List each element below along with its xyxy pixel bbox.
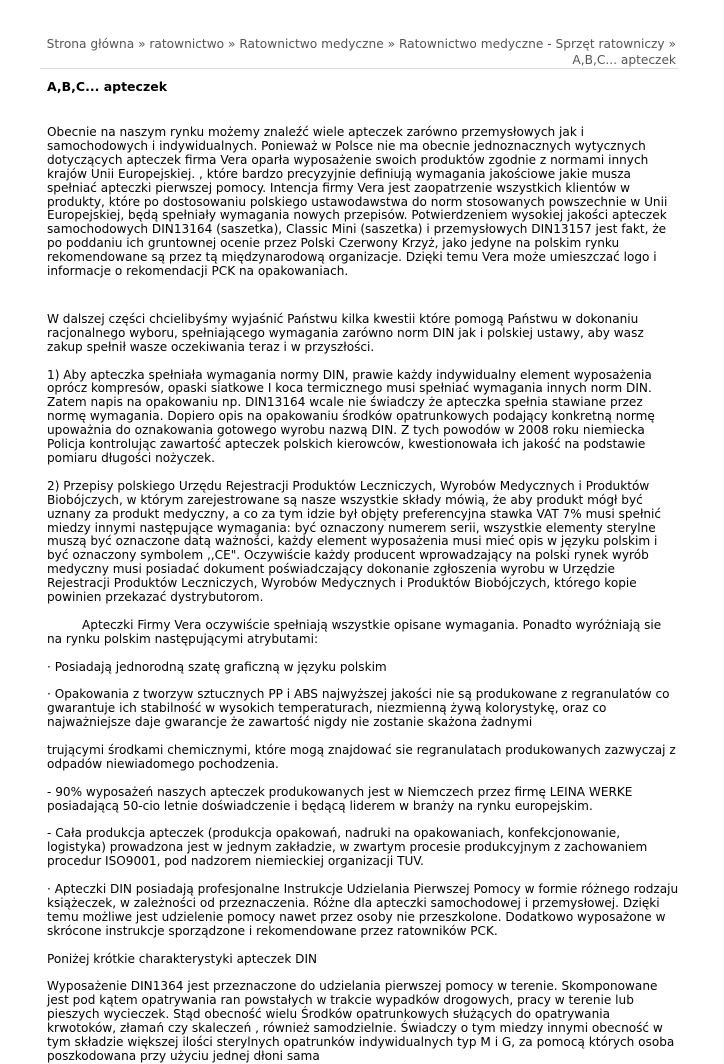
article-body	[47, 126, 679, 1064]
breadcrumb-link-ratownictwo-medyczne[interactable]: Ratownictwo medyczne	[239, 37, 384, 51]
bullet-production: - Cała produkcja apteczek (produkcja opakowań, nadruki na opakowaniach, konfekcjonowanie, logistyka) prowadzona jest w jednym zakładzie, w zwartym procesie produkcyjnym z zachowaniem procedur ISO9001, pod nadzorem niemieckiej organizacji TUV.	[47, 826, 648, 869]
breadcrumb-link-sprzet-ratowniczy[interactable]: Ratownictwo medyczne - Sprzęt ratowniczy	[398, 37, 665, 51]
header-divider	[40, 68, 678, 69]
bullet-leina-werke: - 90% wyposażeń naszych apteczek produkowanych jest w Niemczech przez firmę LEINA WERKE posiadającą 50-cio letnie doświadczenie i będącą liderem w branży na rynku europejskim.	[47, 784, 633, 813]
breadcrumb-separator: »	[138, 37, 146, 51]
bullet-instructions: · Apteczki DIN posiadają profesjonalne Instrukcje Udzielania Pierwszej Pomocy w formie różnego rodzaju książeczek, w zależności od przeznaczenia. Różne dla apteczki samochodowej i przemysłowej. Dzięki temu możliwe jest udzielenie pomocy nawet przez osoby nie przeszkolone. Dodatkowo wyposażone w skrócone instrukcje sporządzone i rekomendowane przez ratowników PCK.	[47, 881, 679, 938]
article-title: A,B,C... apteczek	[47, 79, 168, 94]
paragraph-point-2: 2) Przepisy polskiego Urzędu Rejestracji Produktów Leczniczych, Wyrobów Medycznych i Produktów Biobójczych, w którym zarejestrowane są nasze wszystkie składy mówią, że aby produkt mógł być uznany za produkt medyczny, a co za tym idzie był objęty preferencyjna stawka VAT 7% musi spełnić miedzy innymi następujące wymagania: być oznaczony numerem serii, wszystkie elementy sterylne muszą być oznaczone datą ważności, każdy element wyposażenia musi mieć opis w języku polskim i być oznaczony symbolem ,,CE". Oczywiście każdy producent wprowadzający na polski rynek wyrób medyczny musi posiadać dokument poświadczający dokonanie zgłoszenia wyrobu w Urzędzie Rejestracji Produktów Leczniczych, Wyrobów Medycznych i Produktów Biobójczych, którego kopie powinien przekazać dystrybutorom.	[47, 478, 662, 605]
paragraph-din-heading: Poniżej krótkie charakterystyki apteczek DIN	[47, 951, 318, 966]
paragraph-din1364: Wyposażenie DIN1364 jest przeznaczone do udzielania pierwszej pomocy w terenie. Skomponowane jest pod kątem opatrywania ran powstałych w trakcie wypadków drogowych, pracy w terenie lub pieszych wycieczek. Stąd obecność wielu Środków opatrunkowych służących do opatrywania krwotoków, złamań czy skaleczeń , również samodzielnie. Świadczy o tym miedzy innymi obecność w tym składzie większej ilości sterylnych opatrunków indywidualnych typ M i G, za pomocą których osoba poszkodowana przy użyciu jednej dłoni sama	[47, 979, 675, 1063]
breadcrumb-link-home[interactable]: Strona główna	[46, 37, 135, 51]
bullet-packaging: · Opakowania z tworzyw sztucznych PP i ABS najwyższej jakości nie są produkowane z regranulatów co gwarantuje ich stabilność w wysokich temperaturach, niezmienną żywą kolorystykę, oraz co najważniejsze daje gwarancje że zawartość nigdy nie zostanie skażona żadnymi	[47, 687, 670, 730]
breadcrumb-separator: »	[387, 37, 396, 51]
breadcrumb-separator: »	[668, 37, 676, 51]
bullet-packaging-continued: trującymi środkami chemicznymi, które mogą znajdować sie regranulatach produkowanych zazwyczaj z odpadów niewiadomego pochodzenia.	[47, 742, 676, 771]
bullet-graphics: · Posiadają jednorodną szatę graficzną w języku polskim	[47, 659, 387, 674]
breadcrumb-current: A,B,C... apteczek	[572, 53, 676, 67]
paragraph-point-1: 1) Aby apteczka spełniała wymagania normy DIN, prawie każdy indywidualny element wyposażenia oprócz kompresów, opaski siatkowe I koca termicznego musi spełniać wymagania innych norm DIN. Zatem napis na opakowaniu np. DIN13164 wcale nie świadczy że apteczka spełnia stawiane przez normę wymagania. Dopiero opis na opakowaniu środków opatrunkowych podający konkretną normę upoważnia do oznakowania gotowego wyrobu nazwą DIN. Z tych powodów w 2008 roku niemiecka Policja kontrolując zawartość apteczek polskich kierowców, kwestionowała ich jakość na podstawie pomiaru długości nożyczek.	[47, 367, 655, 466]
paragraph-explanation: W dalszej części chcielibyśmy wyjaśnić Państwu kilka kwestii które pomogą Państwu w dokonaniu racjonalnego wyboru, spełniającego wymagania zarówno norm DIN jak i polskiej ustawy, aby wasz zakup spełnił wasze oczekiwania teraz i w przyszłości.	[47, 311, 644, 354]
paragraph-vera-attributes: Apteczki Firmy Vera oczywiście spełniają wszystkie opisane wymagania. Ponadto wyróżniają sie na rynku polskim następującymi atrybutami:	[47, 617, 662, 646]
breadcrumb-link-ratownictwo[interactable]: ratownictwo	[149, 37, 225, 51]
paragraph-intro: Obecnie na naszym rynku możemy znaleźć wiele apteczek zarówno przemysłowych jak i samochodowych i indywidualnych. Ponieważ w Polsce nie ma obecnie jednoznacznych wytycznych dotyczących apteczek firma Vera oparła wyposażenie swoich produktów zgodnie z normami innych krajów Unii Europejskiej. , które bardzo precyzyjnie definiują wymagania jakościowe jakie musza spełniać apteczki pierwszej pomocy. Intencja firmy Vera jest zaopatrzenie wszystkich klientów w produkty, które po dostosowaniu polskiego ustawodawstwa do norm stosowanych powszechnie w Unii Europejskiej, będą spełniały wymagania nowych przepisów. Potwierdzeniem wysokiej jakości apteczek samochodowych DIN13164 (saszetka), Classic Mini (saszetka) i przemysłowych DIN13157 jest fakt, że po poddaniu ich gruntownej ocenie przez Polski Czerwony Krzyż, jako jedyne na polskim rynku rekomendowane są przez tą międzynarodową organizacje. Dzięki temu Vera może umieszczać logo i informacje o rekomendacji PCK na opakowaniach.	[47, 125, 668, 279]
breadcrumb	[40, 36, 676, 68]
breadcrumb-separator: »	[228, 37, 236, 51]
